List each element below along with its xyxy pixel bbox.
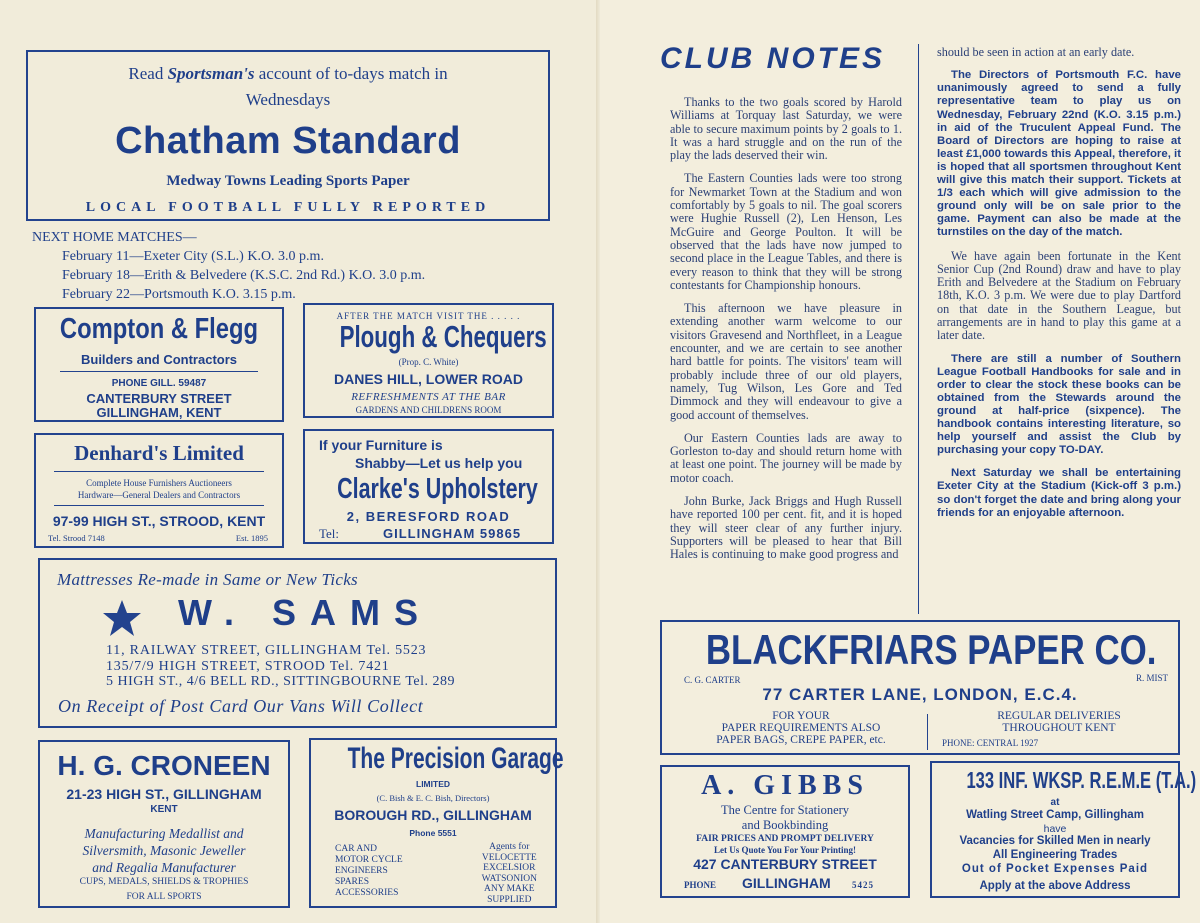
blackfriars-right-name: R. MIST: [1135, 673, 1168, 683]
precision-address: BOROUGH RD., GILLINGHAM: [334, 807, 532, 823]
plough-prop: (Prop. C. White): [398, 357, 459, 367]
denhard-name: Denhard's Limited: [74, 441, 244, 465]
clarke-address: 2, BERESFORD ROAD: [346, 509, 511, 524]
reme-expenses: Out of Pocket Expenses Paid: [961, 863, 1149, 875]
right-line: REGULAR DELIVERIES: [997, 710, 1121, 722]
chatham-standard-ad: [26, 50, 550, 221]
plough-name: Plough & Chequers: [339, 319, 547, 354]
croneen-desc: Manufacturing Medallist and: [84, 826, 244, 841]
read-paper: Sportsman's: [167, 64, 255, 83]
divider: [54, 505, 264, 506]
gibbs-phone-label: PHONE: [684, 880, 717, 890]
note-paragraph: We have again been fortunate in the Kent Senior Cup (2nd Round) draw and have to play Erith and Belvedere at the Stadium on February 18th, K.O. 3 p.m. We were due to play Dartford on that date in the Southern League, but arrangements are in hand to play this game at a later date.: [937, 248, 1181, 343]
sams-address: 11, RAILWAY STREET, GILLINGHAM Tel. 5523: [106, 643, 427, 658]
clarke-tel: GILLINGHAM 59865: [383, 526, 522, 541]
service-item: ENGINEERS: [335, 866, 388, 876]
denhard-tel: Tel. Strood 7148: [48, 533, 105, 543]
precision-services: [335, 844, 403, 899]
clarke-tel-label: Tel:: [319, 526, 340, 541]
gibbs-phone: 5425: [852, 880, 874, 890]
reme-vacancies: Vacancies for Skilled Men in nearly: [959, 835, 1151, 847]
gibbs-address: 427 CANTERBURY STREET: [693, 856, 877, 872]
denhard-line1: Complete House Furnishers Auctioneers: [86, 478, 232, 488]
gibbs-line2: and Bookbinding: [741, 818, 829, 832]
chatham-title: Chatham Standard: [115, 120, 461, 162]
denhard-line2: Hardware—General Dealers and Contractors: [77, 490, 241, 500]
fixture-row: February 22—Portsmouth K.O. 3.15 p.m.: [62, 287, 296, 302]
blackfriars-name: BLACKFRIARS PAPER CO.: [705, 626, 1157, 673]
chatham-tagline: LOCAL FOOTBALL FULLY REPORTED: [85, 200, 491, 215]
divider: [60, 371, 258, 372]
croneen-desc: Silversmith, Masonic Jeweller: [82, 843, 246, 858]
left-line: FOR YOUR: [772, 710, 830, 722]
note-paragraph: Next Saturday we shall be entertaining Exeter City at the Stadium (Kick-off 3 p.m.) so don't forget the date and bring along your friends for an enjoyable afternoon.: [937, 467, 1181, 519]
club-notes-column-2: [937, 46, 1181, 530]
blackfriars-right-text: [954, 710, 1164, 734]
clarke-line1: If your Furniture is: [319, 437, 443, 453]
plough-location: DANES HILL, LOWER ROAD: [334, 371, 523, 387]
croneen-sports: FOR ALL SPORTS: [126, 892, 202, 902]
service-item: ACCESSORIES: [335, 888, 399, 898]
clarke-name: Clarke's Upholstery: [337, 473, 538, 505]
agent-item: EXCELSIOR: [483, 863, 536, 873]
precision-directors: (C. Bish & E. C. Bish, Directors): [376, 793, 490, 803]
gibbs-ad: [660, 765, 910, 898]
note-paragraph: Thanks to the two goals scored by Harold Williams at Torquay last Saturday, we were able to secure maximum points by 2 goals to 1. It was a hard struggle and on the run of the play the lads deserved their win.: [670, 95, 902, 163]
club-notes-column-1: [670, 96, 902, 572]
blackfriars-phone: PHONE: CENTRAL 1927: [942, 738, 1039, 748]
precision-name: The Precision Garage: [347, 742, 564, 775]
denhard-est: Est. 1895: [235, 533, 268, 543]
croneen-desc: and Regalia Manufacturer: [92, 860, 236, 875]
reme-have: have: [1043, 823, 1067, 835]
left-line: PAPER BAGS, CREPE PAPER, etc.: [716, 734, 886, 746]
agent-item: ANY MAKE: [484, 884, 535, 894]
column-divider: [918, 44, 919, 614]
compton-name: Compton & Flegg: [59, 313, 259, 345]
star-icon: [102, 598, 142, 638]
service-item: CAR AND: [335, 844, 377, 854]
precision-phone: Phone 5551: [409, 828, 457, 838]
reme-at: at: [1050, 797, 1060, 808]
croneen-goods: CUPS, MEDALS, SHIELDS & TROPHIES: [79, 877, 249, 887]
gibbs-town: GILLINGHAM: [742, 875, 831, 891]
compton-town: GILLINGHAM, KENT: [96, 405, 222, 420]
sams-address: 135/7/9 HIGH STREET, STROOD Tel. 7421: [106, 659, 390, 674]
fixture-row: February 18—Erith & Belvedere (K.S.C. 2nd Rd.) K.O. 3.0 p.m.: [62, 268, 426, 283]
clarke-line2: Shabby—Let us help you: [355, 455, 523, 471]
plough-intro: AFTER THE MATCH VISIT THE . . . . .: [336, 311, 521, 321]
sams-headline-text: Mattresses Re-made in Same or New Ticks: [57, 570, 358, 589]
blackfriars-left-text: [686, 710, 916, 746]
denhards-ad: [34, 433, 284, 548]
left-line: PAPER REQUIREMENTS ALSO: [721, 722, 881, 734]
fixtures-heading: NEXT HOME MATCHES—: [32, 230, 197, 245]
gibbs-name: A. GIBBS: [701, 770, 869, 801]
compton-street: CANTERBURY STREET: [86, 391, 232, 406]
compton-trade: Builders and Contractors: [80, 352, 238, 367]
fixture-row: February 11—Exeter City (S.L.) K.O. 3.0 p.m.: [62, 249, 324, 264]
clarkes-upholstery-ad: [303, 429, 554, 544]
croneen-name: H. G. CRONEEN: [57, 750, 271, 781]
denhard-address: 97-99 HIGH ST., STROOD, KENT: [52, 513, 266, 529]
gibbs-quote: Let Us Quote You For Your Printing!: [713, 845, 856, 855]
service-item: MOTOR CYCLE: [335, 855, 403, 865]
croneen-address: 21-23 HIGH ST., GILLINGHAM: [66, 786, 262, 802]
blackfriars-address: 77 CARTER LANE, LONDON, E.C.4.: [762, 685, 1078, 704]
compton-phone: PHONE GILL. 59487: [111, 378, 207, 389]
agent-item: Agents for: [489, 842, 530, 852]
divider: [927, 714, 928, 750]
note-paragraph: Our Eastern Counties lads are away to Gorleston to-day and should return home with at least one point. The journey will be made by motor coach.: [670, 430, 902, 485]
reme-camp: Watling Street Camp, Gillingham: [966, 809, 1144, 821]
note-paragraph: should be seen in action at an early date.: [937, 45, 1135, 59]
sams-name: W. SAMS: [178, 592, 433, 633]
compton-flegg-ad: [34, 307, 284, 422]
chatham-subtitle: Medway Towns Leading Sports Paper: [166, 173, 410, 189]
reme-name: 133 INF. WKSP. R.E.M.E (T.A.): [966, 767, 1197, 793]
plough-refresh: REFRESHMENTS AT THE BAR: [351, 391, 506, 403]
plough-chequers-ad: [303, 303, 554, 418]
croneen-ad: [38, 740, 290, 908]
gibbs-line1: The Centre for Stationery: [720, 803, 850, 817]
blackfriars-left-name: C. G. CARTER: [684, 675, 741, 685]
service-item: SPARES: [335, 877, 369, 887]
reme-ad: [930, 761, 1197, 898]
note-paragraph: This afternoon we have pleasure in extending another warm welcome to our visitors Gravesend and Northfleet, in a League encounter, and we are certain to see another hard battle for points. The visitors' team will probably include three of our old players, namely, Tug Wilson, Les Gore and Ted Dimmock and they will endeavour to give a good account of themselves.: [670, 301, 902, 422]
sams-footer: On Receipt of Post Card Our Vans Will Collect: [58, 696, 424, 716]
precision-garage-ad: [309, 738, 564, 908]
chatham-read-line: [28, 64, 548, 84]
reme-apply: Apply at the above Address: [979, 880, 1131, 892]
note-paragraph: The Eastern Counties lads were too strong for Newmarket Town at the Stadium and won comfortably by 5 goals to nil. The goal scorers were Hughie Russell (2), Len Henson, Les McGuire and George Poulton. It will be observed that the lads have now jumped to second place in the League Tables, and there is every reason to think that they will be strong contestants for Championship honours.: [670, 171, 902, 292]
blackfriars-ad: [660, 620, 1180, 755]
club-notes-title: CLUB NOTES: [660, 42, 885, 75]
chatham-read-line2: Wednesdays: [245, 90, 331, 109]
gibbs-prices: FAIR PRICES AND PROMPT DELIVERY: [696, 834, 874, 844]
read-prefix: Read: [128, 64, 164, 83]
note-paragraph: There are still a number of Southern League Football Handbooks for sale and in order to clear the stock these books can be obtained from the Stewards around the ground at half-price (sixpence). The handbook contains interesting literature, so help yourself and assist the Club by purchasing your copy TO-DAY.: [937, 352, 1181, 457]
right-page: [600, 0, 1200, 923]
right-line: THROUGHOUT KENT: [1002, 722, 1116, 734]
read-suffix: account of to-days match in: [258, 64, 448, 83]
divider: [54, 471, 264, 472]
agent-item: SUPPLIED: [487, 894, 532, 905]
note-paragraph: The Directors of Portsmouth F.C. have unanimously agreed to send a fully representative team to play us on Wednesday, February 22nd (K.O. 3.15 p.m.) in aid of the Truculent Appeal Fund. The Board of Directors are hoping to raise at least £1,000 towards this Appeal, therefore, it is hoped that all sportsmen throughout Kent will give this match their support. Tickets at 1/3 each which will give admission to the ground only will be on sale prior to the game. Payment can also be made at the turnstiles on the day of the match.: [937, 69, 1181, 239]
reme-trades: All Engineering Trades: [992, 849, 1118, 861]
precision-agents: [482, 842, 537, 905]
note-paragraph: John Burke, Jack Briggs and Hugh Russell have reported 100 per cent. fit, and it is hoped they will steer clear of any further injury. Supporters will be pleased to hear that Bill Hales is continuing to make good progress and: [670, 494, 902, 562]
w-sams-ad: [38, 558, 557, 728]
precision-limited: LIMITED: [416, 779, 450, 789]
sams-address: 5 HIGH ST., 4/6 BELL RD., SITTINGBOURNE Tel. 289: [106, 674, 456, 689]
agent-item: VELOCETTE: [481, 852, 537, 863]
croneen-county: KENT: [150, 804, 178, 815]
plough-rooms: GARDENS AND CHILDRENS ROOM: [355, 405, 502, 415]
agent-item: WATSONION: [481, 873, 537, 884]
